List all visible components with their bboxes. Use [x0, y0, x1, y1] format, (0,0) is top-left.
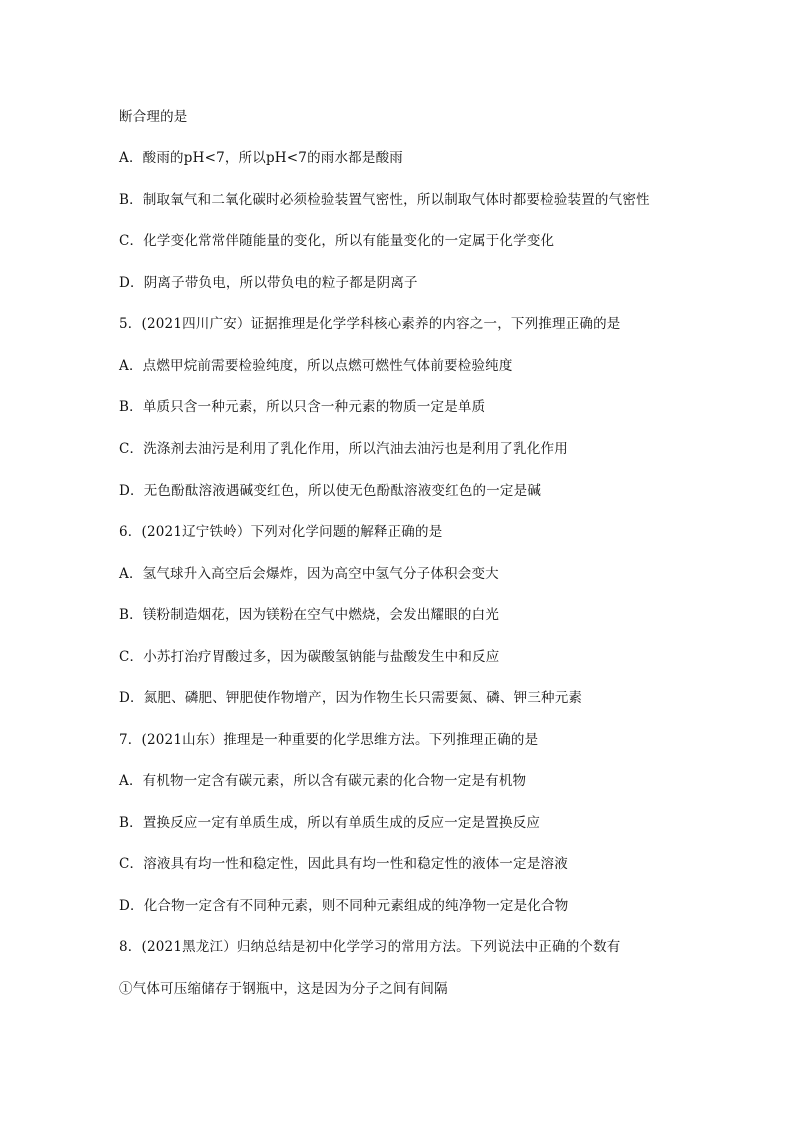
text-line-q6-option-a: A．氢气球升入高空后会爆炸，因为高空中氢气分子体积会变大 — [119, 566, 499, 582]
text-line-q6-option-c: C．小苏打治疗胃酸过多，因为碳酸氢钠能与盐酸发生中和反应 — [119, 649, 500, 665]
text-line-q8-item-1: ①气体可压缩储存于钢瓶中，这是因为分子之间有间隔 — [119, 981, 448, 997]
text-line-q6-stem: 6．(2021辽宁铁岭）下列对化学问题的解释正确的是 — [119, 524, 443, 540]
text-line-q4-option-c: C．化学变化常常伴随能量的变化，所以有能量变化的一定属于化学变化 — [119, 233, 555, 249]
text-line-q5-option-c: C．洗涤剂去油污是利用了乳化作用，所以汽油去油污也是利用了乳化作用 — [119, 441, 568, 457]
text-line-q7-option-c: C．溶液具有均一性和稳定性，因此具有均一性和稳定性的液体一定是溶液 — [119, 856, 568, 872]
text-line-q6-option-b: B．镁粉制造烟花，因为镁粉在空气中燃烧，会发出耀眼的白光 — [119, 607, 500, 623]
text-line-q5-option-a: A．点燃甲烷前需要检验纯度，所以点燃可燃性气体前要检验纯度 — [119, 358, 513, 374]
text-line-q8-stem: 8．(2021黑龙江）归纳总结是初中化学学习的常用方法。下列说法中正确的个数有 — [119, 939, 621, 955]
text-line-q4-option-d: D．阴离子带负电，所以带负电的粒子都是阴离子 — [119, 275, 418, 291]
text-line-q4-option-b: B．制取氧气和二氧化碳时必须检验装置气密性，所以制取气体时都要检验装置的气密性 — [119, 192, 650, 208]
text-line-q4-option-a: A．酸雨的pH<7，所以pH<7的雨水都是酸雨 — [119, 150, 403, 166]
text-line-q5-option-d: D．无色酚酞溶液遇碱变红色，所以使无色酚酞溶液变红色的一定是碱 — [119, 483, 542, 499]
text-line-q7-option-b: B．置换反应一定有单质生成，所以有单质生成的反应一定是置换反应 — [119, 815, 541, 831]
text-line-q7-option-d: D．化合物一定含有不同种元素，则不同种元素组成的纯净物一定是化合物 — [119, 898, 569, 914]
text-line-q7-option-a: A．有机物一定含有碳元素，所以含有碳元素的化合物一定是有机物 — [119, 773, 527, 789]
text-line-q6-option-d: D．氮肥、磷肥、钾肥使作物增产，因为作物生长只需要氮、磷、钾三种元素 — [119, 690, 583, 706]
text-line-q5-stem: 5．(2021四川广安）证据推理是化学学科核心素养的内容之一，下列推理正确的是 — [119, 316, 621, 332]
text-line-q4-stem-end: 断合理的是 — [119, 109, 188, 125]
text-line-q5-option-b: B．单质只含一种元素，所以只含一种元素的物质一定是单质 — [119, 399, 486, 415]
text-line-q7-stem: 7．(2021山东）推理是一种重要的化学思维方法。下列推理正确的是 — [119, 732, 539, 748]
